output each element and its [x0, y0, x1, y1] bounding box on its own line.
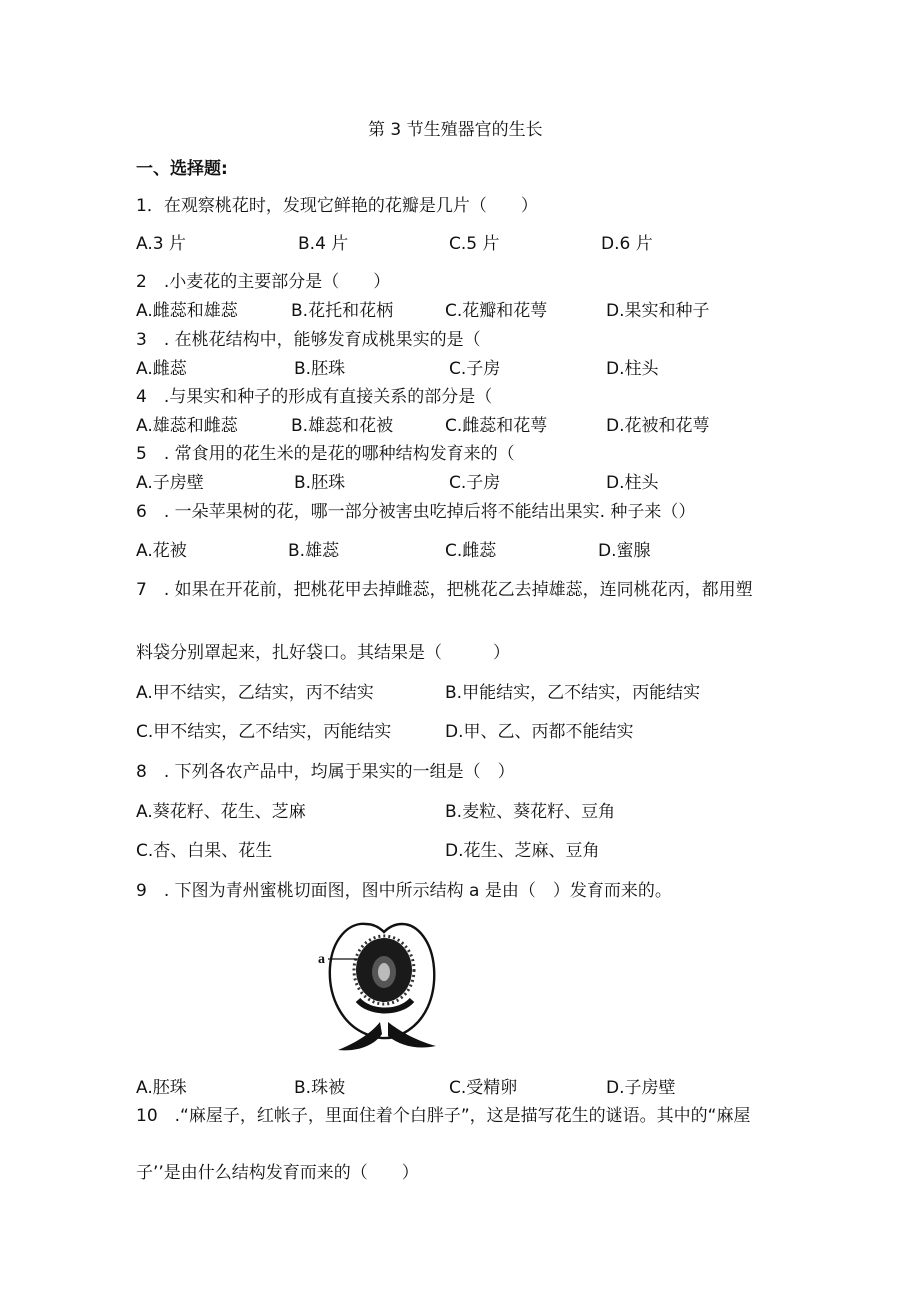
question-9-option-d: D.子房壁 [606, 1078, 676, 1098]
question-4-option-a: A.雄蕊和雌蕊 [136, 416, 238, 436]
peach-cross-section-drawing [318, 912, 448, 1057]
peach-cross-section-figure [318, 912, 448, 1057]
question-6-stem: 6 . 一朵苹果树的花，哪一部分被害虫吃掉后将不能结出果实. 种子来（） [136, 502, 696, 522]
question-6-option-a: A.花被 [136, 541, 187, 561]
question-8-option-d: D.花生、芝麻、豆角 [445, 841, 600, 861]
question-2-stem: 2 .小麦花的主要部分是（ ） [136, 272, 391, 292]
question-5-option-a: A.子房壁 [136, 473, 204, 493]
section-heading: 一、选择题: [136, 159, 228, 179]
question-7-option-d: D.甲、乙、丙都不能结实 [445, 722, 634, 742]
question-2-option-b: B.花托和花柄 [291, 301, 394, 321]
question-6-option-c: C.雌蕊 [445, 541, 497, 561]
question-1-option-d: D.6 片 [601, 234, 653, 254]
question-10-stem: 10 .“麻屋子，红帐子，里面住着个白胖子”，这是描写花生的谜语。其中的“麻屋 [136, 1106, 751, 1126]
question-5-option-b: B.胚珠 [294, 473, 346, 493]
question-4-stem: 4 .与果实和种子的形成有直接关系的部分是（ [136, 387, 493, 407]
question-2-option-a: A.雌蕊和雄蕊 [136, 301, 238, 321]
question-1-option-c: C.5 片 [449, 234, 500, 254]
question-5-option-c: C.子房 [449, 473, 501, 493]
question-3-option-b: B.胚珠 [294, 359, 346, 379]
question-5-stem: 5 . 常食用的花生米的是花的哪种结构发育来的（ [136, 444, 515, 464]
question-9-stem: 9 . 下图为青州蜜桃切面图，图中所示结构 a 是由（ ）发育而来的。 [136, 881, 672, 901]
question-6-option-b: B.雄蕊 [288, 541, 340, 561]
question-1-option-a: A.3 片 [136, 234, 186, 254]
question-7-stem-continued: 料袋分别罩起来，扎好袋口。其结果是（ ） [136, 643, 510, 663]
question-3-option-c: C.子房 [449, 359, 501, 379]
question-4-option-d: D.花被和花萼 [606, 416, 710, 436]
question-8-option-b: B.麦粒、葵花籽、豆角 [445, 802, 616, 822]
question-7-stem: 7 . 如果在开花前，把桃花甲去掉雌蕊，把桃花乙去掉雄蕊，连同桃花丙，都用塑 [136, 580, 753, 600]
question-9-option-c: C.受精卵 [449, 1078, 518, 1098]
question-6-option-d: D.蜜腺 [598, 541, 651, 561]
question-7-option-c: C.甲不结实，乙不结实，丙能结实 [136, 722, 392, 742]
question-4-option-b: B.雄蕊和花被 [291, 416, 394, 436]
question-9-option-b: B.珠被 [294, 1078, 346, 1098]
question-4-option-c: C.雌蕊和花萼 [445, 416, 548, 436]
figure-label-a: a [318, 952, 325, 967]
question-2-option-d: D.果实和种子 [606, 301, 710, 321]
question-8-option-a: A.葵花籽、花生、芝麻 [136, 802, 306, 822]
question-5-option-d: D.柱头 [606, 473, 659, 493]
question-3-option-a: A.雌蕊 [136, 359, 187, 379]
question-10-stem-continued: 子’’是由什么结构发育而来的（ ） [136, 1163, 419, 1183]
question-1-stem: 1．在观察桃花时，发现它鲜艳的花瓣是几片（ ） [136, 196, 538, 216]
question-2-option-c: C.花瓣和花萼 [445, 301, 548, 321]
question-8-option-c: C.杏、白果、花生 [136, 841, 273, 861]
question-8-stem: 8 . 下列各农产品中，均属于果实的一组是（ ） [136, 762, 515, 782]
question-3-option-d: D.柱头 [606, 359, 659, 379]
question-7-option-a: A.甲不结实，乙结实，丙不结实 [136, 683, 374, 703]
question-9-option-a: A.胚珠 [136, 1078, 187, 1098]
question-7-option-b: B.甲能结实，乙不结实，丙能结实 [445, 683, 701, 703]
question-3-stem: 3 . 在桃花结构中，能够发育成桃果实的是（ [136, 330, 481, 350]
question-1-option-b: B.4 片 [298, 234, 349, 254]
page-title: 第 3 节生殖器官的生长 [368, 120, 543, 140]
